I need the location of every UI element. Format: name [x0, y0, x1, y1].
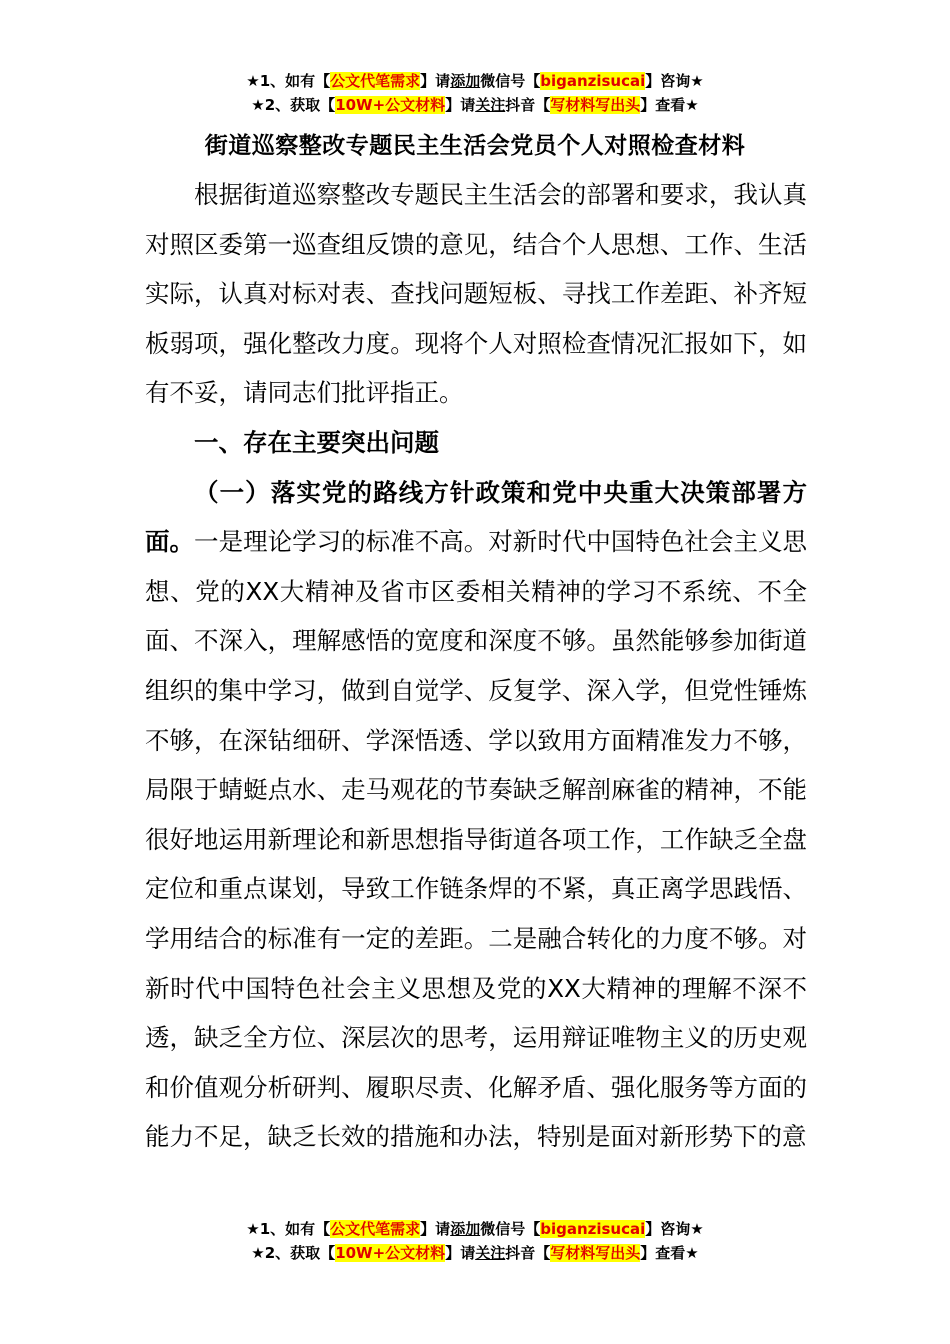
promo-highlight: 10W+公文材料	[335, 1244, 446, 1262]
promo-text: 】请	[445, 1244, 476, 1262]
promo-line-1	[0, 1217, 950, 1241]
promo-highlight: 10W+公文材料	[335, 96, 446, 114]
subsection-heading: （一）落实党的路线方针政策和党中央重大决策部署方面。	[145, 477, 807, 557]
promo-banner-top	[0, 69, 950, 117]
promo-text: 】查看★	[640, 96, 699, 114]
subsection-body: 一是理论学习的标准不高。对新时代中国特色社会主义思想、党的XX大精神及省市区委相关精神的学习不系统、不全面、不深入，理解感悟的宽度和深度不够。虽然能够参加街道组织的集中学习，做到自觉学、反复学、深入学，但党性锤炼不够，在深钻细研、学深悟透、学以致用方面精准发力不够，局限于蜻蜓点水、走马观花的节奏缺乏解剖麻雀的精神，不能很好地运用新理论和新思想指导街道各项工作，工作缺乏全盘定位和重点谋划，导致工作链条焊的不紧，真正离学思践悟、学用结合的标准有一定的差距。二是融合转化的力度不够。对新时代中国特色社会主义思想及党的XX大精神的理解不深不透，缺乏全方位、深层次的思考，运用辩证唯物主义的历史观和价值观分析研判、履职尽责、化解矛盾、强化服务等方面的能力不足，缺乏长效的措施和办法，特别是面对新形势下的意	[145, 527, 808, 1152]
promo-highlight: biganzisucai	[540, 72, 646, 90]
promo-underline: 关注	[475, 1244, 506, 1262]
promo-text: ★1、如有【	[246, 1220, 331, 1238]
promo-text: 抖音【	[505, 96, 551, 114]
promo-text: ★1、如有【	[246, 72, 331, 90]
promo-text: 】请	[420, 72, 451, 90]
subsection-paragraph	[145, 468, 807, 1162]
document-body	[145, 170, 807, 1162]
promo-highlight: 公文代笔需求	[330, 72, 421, 90]
document-title: 街道巡察整改专题民主生活会党员个人对照检查材料	[204, 133, 746, 159]
promo-highlight: 公文代笔需求	[330, 1220, 421, 1238]
promo-underline: 关注	[475, 96, 506, 114]
promo-text: 微信号【	[480, 1220, 541, 1238]
promo-underline: 添加	[450, 1220, 481, 1238]
promo-highlight: biganzisucai	[540, 1220, 646, 1238]
promo-line-2	[0, 93, 950, 117]
promo-text: 】咨询★	[645, 1220, 704, 1238]
promo-underline: 添加	[450, 72, 481, 90]
intro-paragraph: 根据街道巡察整改专题民主生活会的部署和要求，我认真对照区委第一巡查组反馈的意见，结合个人思想、工作、生活实际，认真对标对表、查找问题短板、寻找工作差距、补齐短板弱项，强化整改力度。现将个人对照检查情况汇报如下，如有不妥，请同志们批评指正。	[145, 180, 807, 408]
promo-banner-bottom	[0, 1217, 950, 1265]
promo-text: ★2、获取【	[251, 1244, 336, 1262]
promo-text: 微信号【	[480, 72, 541, 90]
section-heading: 一、存在主要突出问题	[194, 427, 439, 457]
promo-line-1	[0, 69, 950, 93]
promo-line-2	[0, 1241, 950, 1265]
promo-text: 】咨询★	[645, 72, 704, 90]
promo-text: 抖音【	[505, 1244, 551, 1262]
promo-highlight: 写材料写出头	[550, 96, 641, 114]
promo-text: 】请	[420, 1220, 451, 1238]
promo-highlight: 写材料写出头	[550, 1244, 641, 1262]
promo-text: 】查看★	[640, 1244, 699, 1262]
promo-text: ★2、获取【	[251, 96, 336, 114]
promo-text: 】请	[445, 96, 476, 114]
